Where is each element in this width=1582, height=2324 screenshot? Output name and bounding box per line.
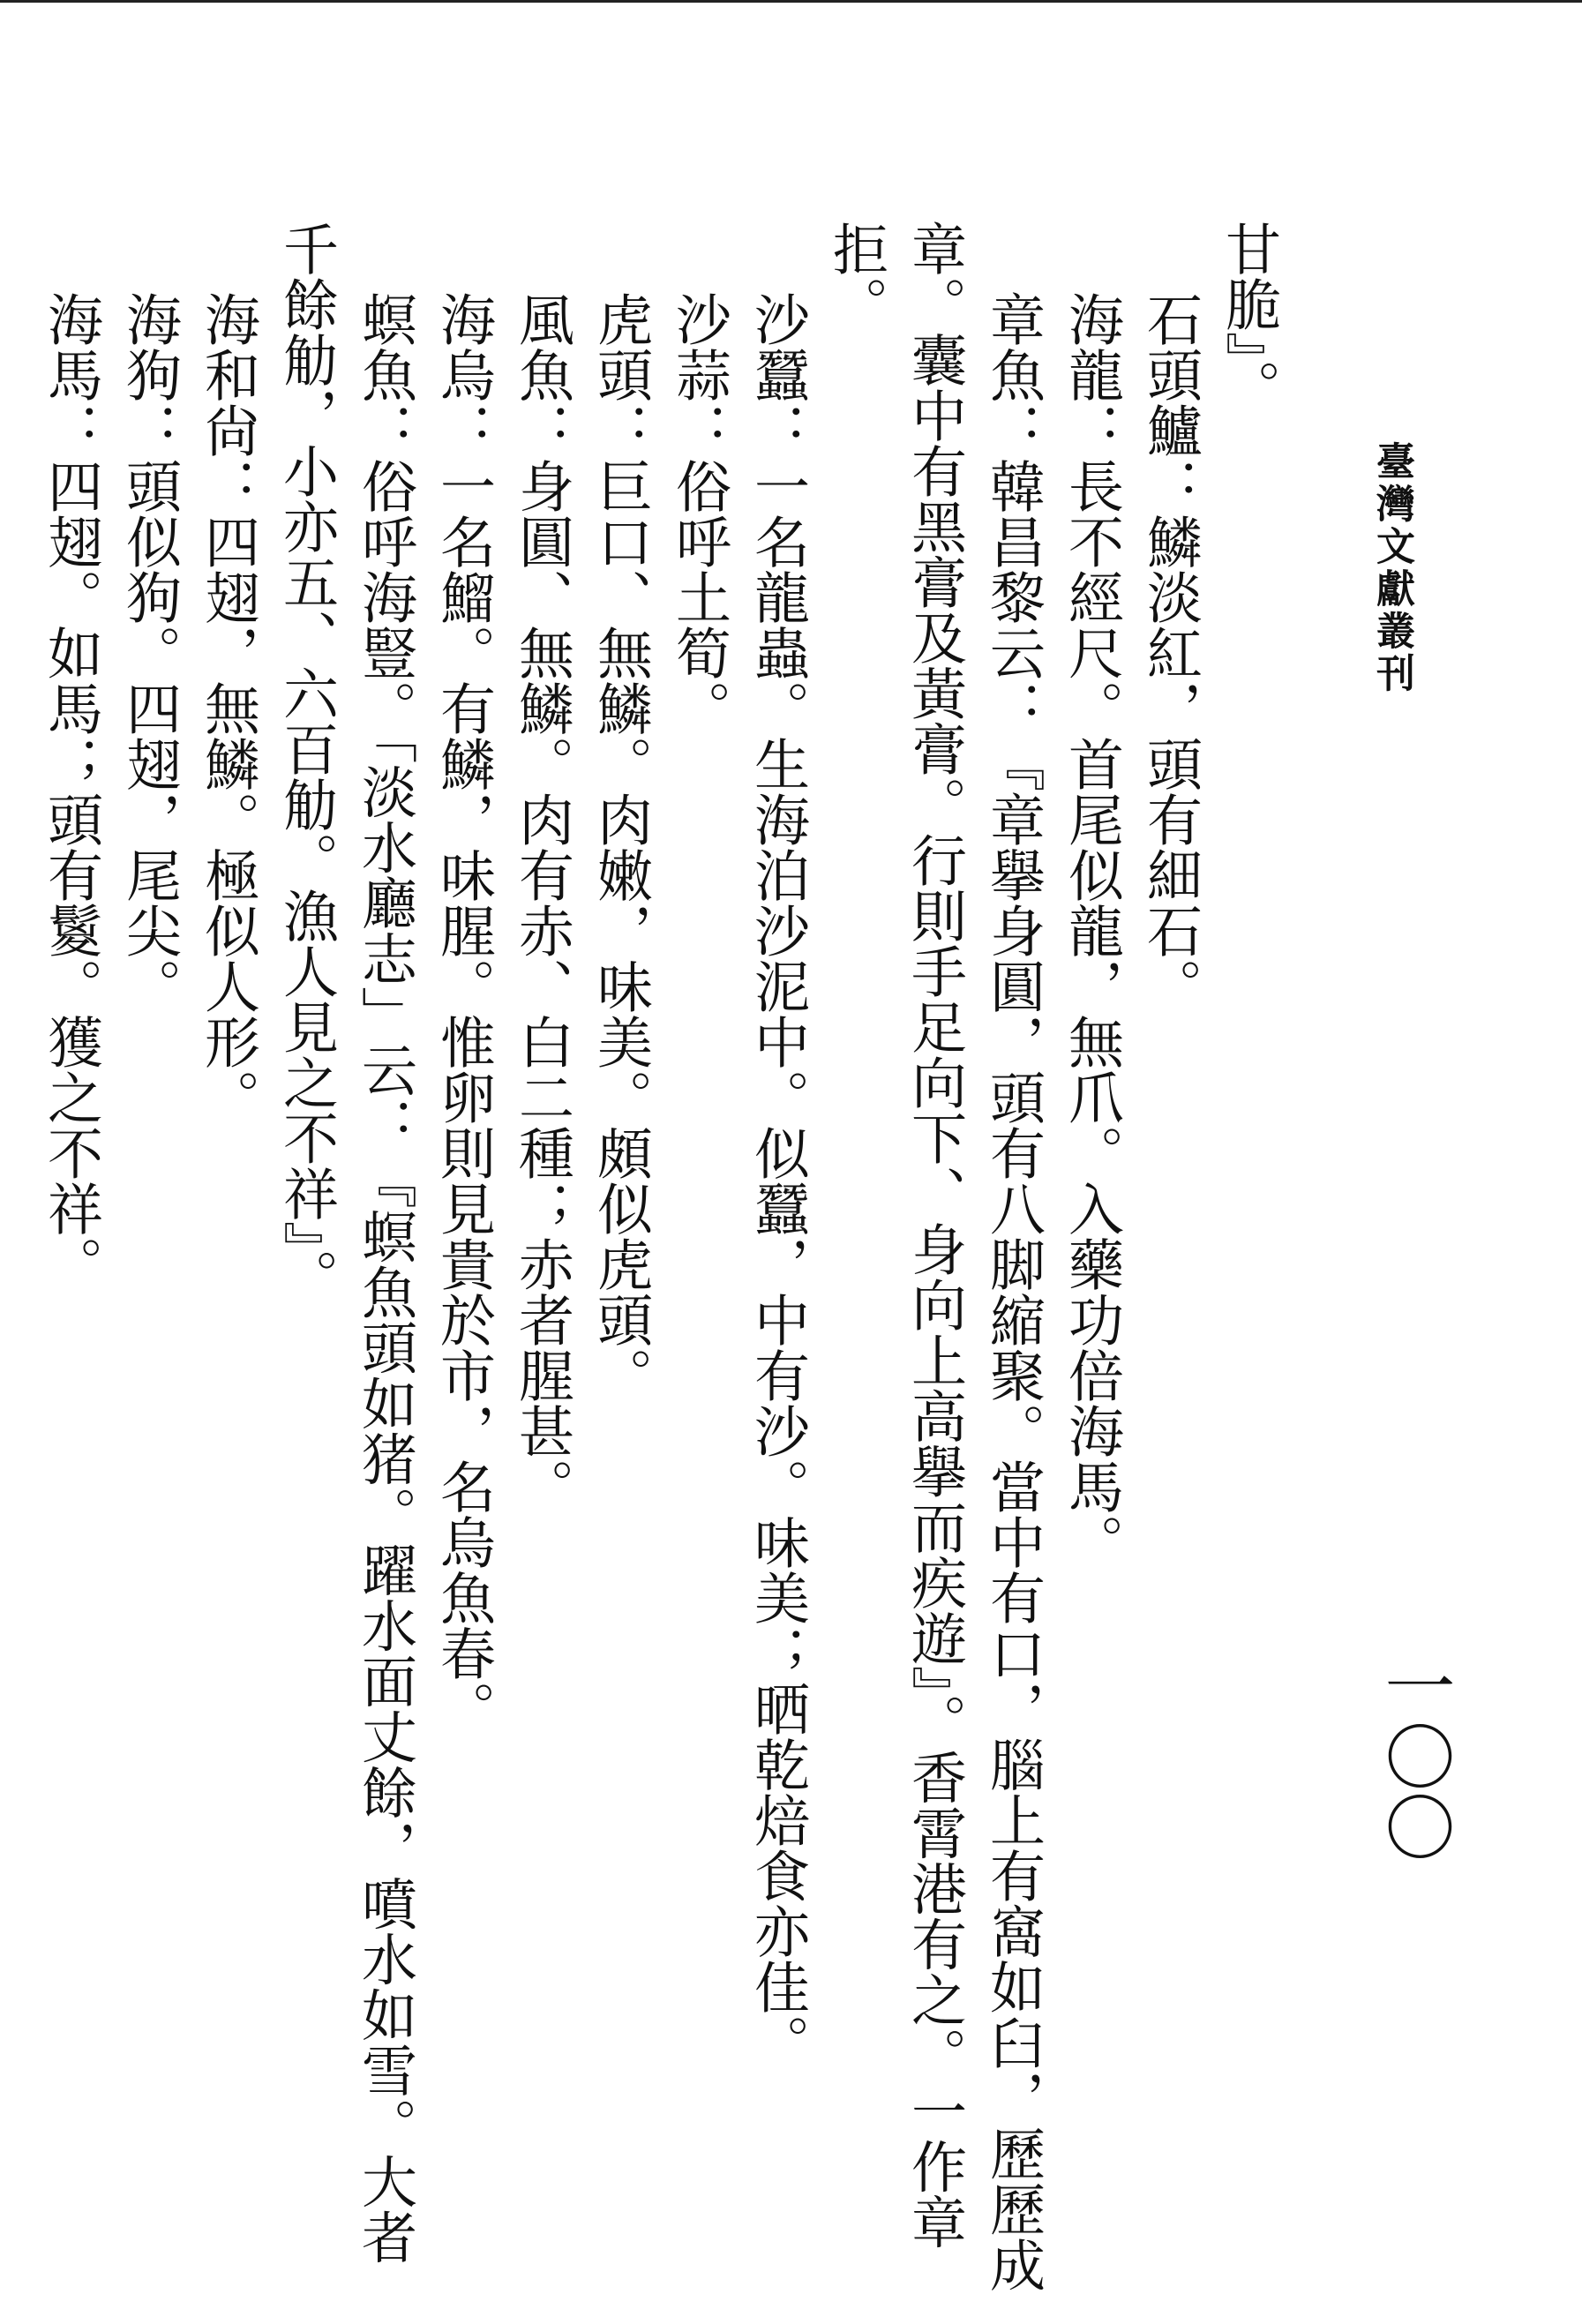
text-column: 風魚：身圓、無鱗。肉有赤、白二種；赤者腥甚。 — [510, 291, 574, 1514]
text-column: 拒。 — [824, 221, 888, 332]
text-column: 甘脆』。 — [1217, 221, 1281, 416]
text-column: 石頭鱸：鱗淡紅，頭有細石。 — [1138, 291, 1203, 1014]
vertical-text-body — [39, 221, 1288, 2292]
text-column: 沙蠶：一名龍蟲。生海泊沙泥中。似蠶，中有沙。味美；晒乾焙食亦佳。 — [746, 291, 810, 2070]
text-column: 海馬：四翅。如馬；頭有鬉。獲之不祥。 — [39, 291, 103, 1292]
text-column: 海龍：長不經尺。首尾似龍，無爪。入藥功倍海馬。 — [1060, 291, 1124, 1570]
text-column: 虎頭：巨口、無鱗。肉嫩，味美。頗似虎頭。 — [589, 291, 653, 1403]
text-column: 螟魚：俗呼海豎。「淡水廳志」云：『螟魚頭如猪。躍水面丈餘，噴水如雪。大者 — [353, 291, 417, 2265]
page-number: 一〇〇 — [1373, 1650, 1455, 1862]
text-column: 章魚：韓昌黎云：『章擧身圓，頭有八脚縮聚。當中有口，腦上有窩如臼，歷歷成 — [981, 291, 1046, 2292]
text-column: 千餘觔，小亦五、六百觔。漁人見之不祥』。 — [274, 221, 339, 1305]
text-column: 海和尙：四翅，無鱗。極似人形。 — [196, 291, 260, 1125]
series-title: 臺灣文獻叢刊 — [1369, 441, 1414, 695]
text-column: 章。囊中有黑膏及黃膏。行則手足向下、身向上高擧而疾遊』。香霄港有之。一作章 — [903, 221, 967, 2250]
text-column: 海狗：頭似狗。四翅，尾尖。 — [117, 291, 182, 1014]
top-border-line — [0, 0, 1582, 3]
text-column: 海烏：一名鰡。有鱗，味腥。惟卵則見貴於市，名烏魚春。 — [431, 291, 496, 1736]
text-column: 沙蒜：俗呼土筍。 — [667, 291, 731, 736]
